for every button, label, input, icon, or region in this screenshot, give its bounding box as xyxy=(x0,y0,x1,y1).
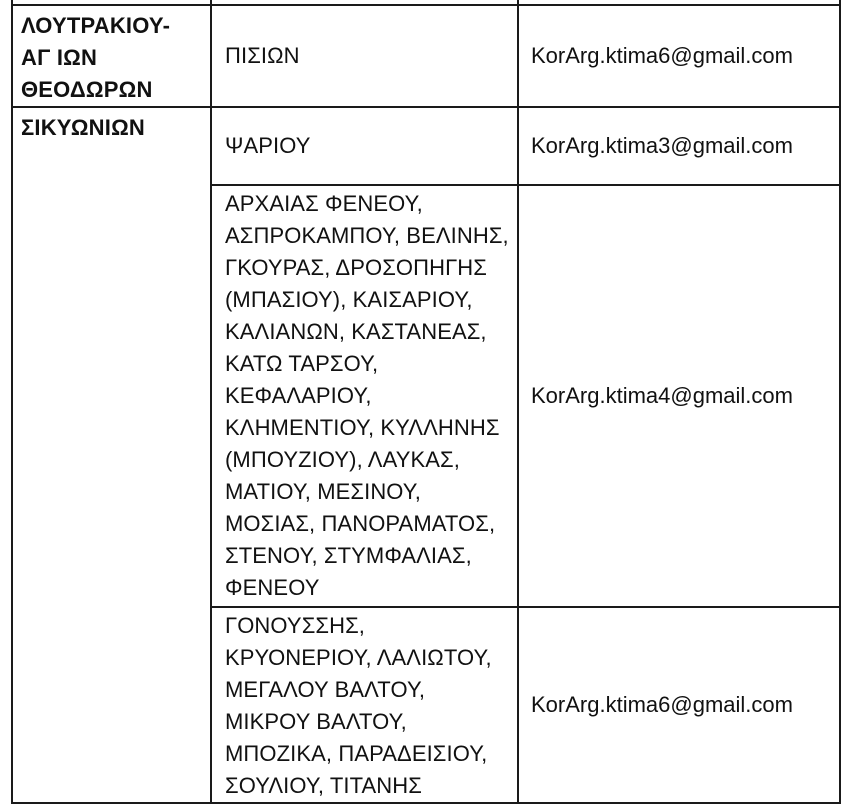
areas-list: ΑΡΧΑΙΑΣ ΦΕΝΕΟΥ, ΑΣΠΡΟΚΑΜΠΟΥ, ΒΕΛΙΝΗΣ, ΓΚΟΥΡΑΣ, ΔΡΟΣΟΠΗΓΗΣ (ΜΠΑΣΙΟΥ), ΚΑΙΣΑΡΙΟΥ, ΚΑΛΙΑΝΩΝ, ΚΑΣΤΑΝΕΑΣ, ΚΑΤΩ ΤΑΡΣΟΥ, ΚΕΦΑΛΑΡΙΟΥ, ΚΛΗΜΕΝΤΙΟΥ, ΚΥΛΛΗΝΗΣ (ΜΠΟΥΖΙΟΥ), ΛΑΥΚΑΣ, ΜΑΤΙΟΥ, ΜΕΣΙΝΟΥ, ΜΟΣΙΑΣ, ΠΑΝΟΡΑΜΑΤΟΣ, ΣΤΕΝΟΥ, ΣΤΥΜΦΑΛΙΑΣ, ΦΕΝΕΟΥ xyxy=(225,191,509,600)
areas-list: ΨΑΡΙΟΥ xyxy=(225,133,311,158)
region-cell xyxy=(12,107,211,803)
region-cell xyxy=(12,5,211,107)
email-cell xyxy=(518,5,840,107)
region-name: ΣΙΚΥΩΝΙΩΝ xyxy=(21,115,146,140)
email-cell xyxy=(518,607,840,803)
areas-cell xyxy=(211,107,518,185)
email-address[interactable]: KorArg.ktima6@gmail.com xyxy=(531,692,793,717)
email-address[interactable]: KorArg.ktima4@gmail.com xyxy=(531,383,793,408)
email-cell xyxy=(518,185,840,607)
email-address[interactable]: KorArg.ktima3@gmail.com xyxy=(531,133,793,158)
areas-cell xyxy=(211,607,518,803)
areas-cell xyxy=(211,5,518,107)
areas-cell xyxy=(211,185,518,607)
regions-table xyxy=(11,0,841,804)
areas-list: ΓΟΝΟΥΣΣΗΣ, ΚΡΥΟΝΕΡΙΟΥ, ΛΑΛΙΩΤΟΥ, ΜΕΓΑΛΟΥ ΒΑΛΤΟΥ, ΜΙΚΡΟΥ ΒΑΛΤΟΥ, ΜΠΟΖΙΚΑ, ΠΑΡΑΔΕΙΣΙΟΥ, ΣΟΥΛΙΟΥ, ΤΙΤΑΝΗΣ xyxy=(225,613,492,798)
region-name: ΛΟΥΤΡΑΚΙΟΥ-ΑΓ ΙΩΝ ΘΕΟΔΩΡΩΝ xyxy=(21,13,171,102)
email-address[interactable]: KorArg.ktima6@gmail.com xyxy=(531,43,793,68)
areas-list: ΠΙΣΙΩΝ xyxy=(225,43,300,68)
email-cell xyxy=(518,107,840,185)
table-row xyxy=(12,5,840,107)
table-row xyxy=(12,107,840,185)
